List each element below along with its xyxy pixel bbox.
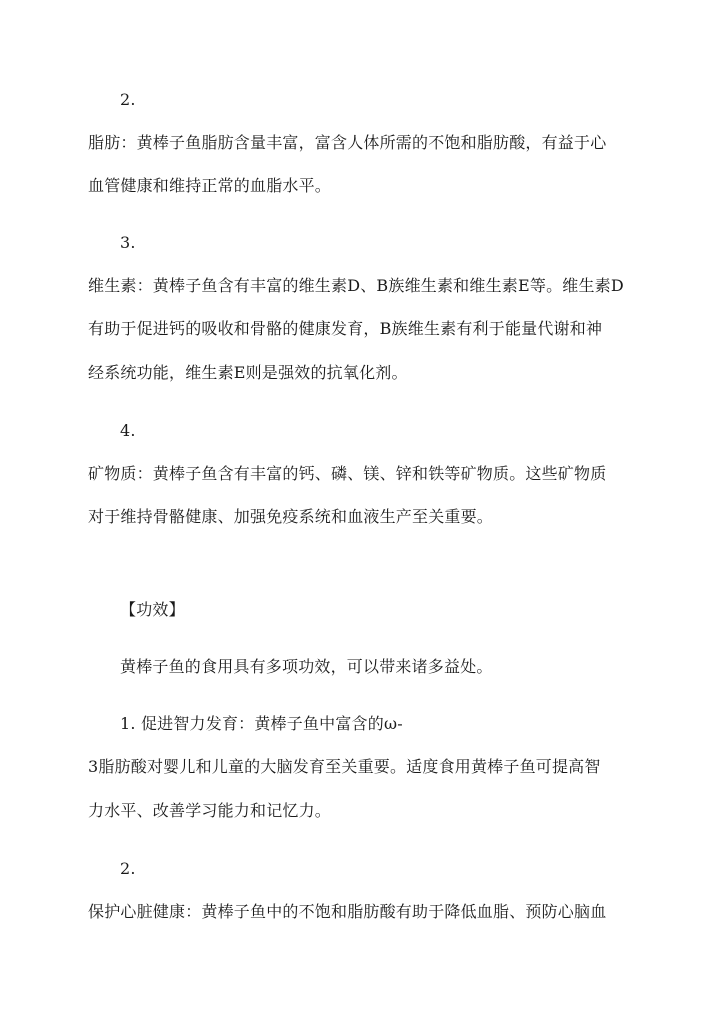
paragraph-line: 力水平、改善学习能力和记忆力。 — [88, 801, 332, 820]
paragraph-line: 3脂肪酸对婴儿和儿童的大脑发育至关重要。适度食用黄棒子鱼可提高智 — [88, 757, 601, 776]
paragraph-line: 矿物质：黄棒子鱼含有丰富的钙、磷、镁、锌和铁等矿物质。这些矿物质 — [88, 464, 607, 483]
list-number-3-vitamins: 3. — [120, 233, 136, 252]
list-number-2-fat: 2. — [120, 90, 136, 109]
paragraph-line: 血管健康和维持正常的血脂水平。 — [88, 176, 332, 195]
list-number-2-heart: 2. — [120, 859, 136, 878]
paragraph-line: 脂肪：黄棒子鱼脂肪含量丰富，富含人体所需的不饱和脂肪酸，有益于心 — [88, 133, 607, 152]
section-heading-efficacy: 【功效】 — [120, 600, 185, 619]
paragraph-line: 保护心脏健康：黄棒子鱼中的不饱和脂肪酸有助于降低血脂、预防心脑血 — [88, 902, 607, 921]
paragraph-line: 对于维持骨骼健康、加强免疫系统和血液生产至关重要。 — [88, 507, 494, 526]
paragraph-line: 有助于促进钙的吸收和骨骼的健康发育，B族维生素有利于能量代谢和神 — [88, 319, 603, 338]
list-item-1-intelligence: 1. 促进智力发育：黄棒子鱼中富含的ω- — [120, 714, 403, 733]
paragraph-line: 维生素：黄棒子鱼含有丰富的维生素D、B族维生素和维生素E等。维生素D — [88, 276, 624, 295]
paragraph-line: 经系统功能，维生素E则是强效的抗氧化剂。 — [88, 363, 408, 382]
list-number-4-minerals: 4. — [120, 421, 136, 440]
paragraph-line: 黄棒子鱼的食用具有多项功效，可以带来诸多益处。 — [120, 657, 493, 676]
